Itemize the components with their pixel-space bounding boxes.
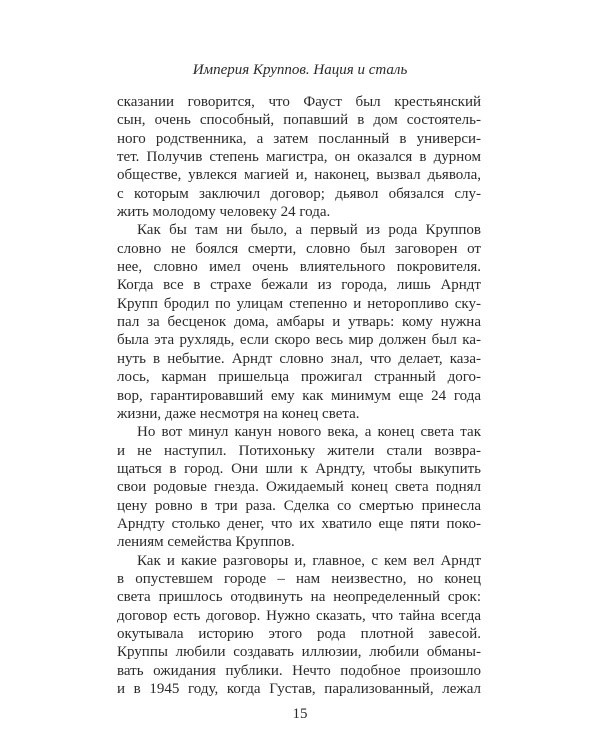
running-header: Империя Круппов. Нация и сталь: [192, 62, 408, 78]
text-line: света пришлось отодвинуть на неопределенный срок:: [117, 589, 481, 606]
text-line: с которым заключил договор; дьявол обязался слу-: [117, 185, 481, 202]
text-line: вать ожидания публики. Нечто подобное произошло: [117, 662, 481, 679]
text-line: лось, карман пришельца прожигал странный дого-: [117, 369, 481, 386]
page-number: 15: [292, 706, 308, 722]
text-line: тет. Получив степень магистра, он оказался в дурном: [117, 149, 481, 166]
text-line: и в 1945 году, когда Густав, парализованный, лежал: [117, 681, 481, 697]
text-line: сказании говорится, что Фауст был крестьянский: [117, 94, 481, 110]
text-line: Крупп бродил по улицам степенно и неторопливо ску-: [117, 295, 481, 312]
text-line: сын, очень способный, попавший в дом состоятель-: [117, 112, 481, 129]
text-line: свои родовые гнезда. Ожидаемый конец света поднял: [117, 479, 481, 496]
text-line: нее, словно имел очень влиятельного покровителя.: [117, 259, 481, 276]
paragraph: [117, 423, 481, 551]
text-line: Арндту столько денег, что их хватило еще пяти поко-: [117, 515, 481, 532]
text-line: цену ровно в три раза. Сделка со смертью принесла: [117, 497, 481, 514]
text-line: была эта рухлядь, если скоро весь мир должен был ка-: [117, 332, 481, 349]
text-line: окутывала историю этого рода плотной завесой.: [117, 625, 481, 642]
text-line: Когда все в страхе бежали из города, лишь Арндт: [117, 277, 481, 294]
text-line: щаться в город. Они шли к Арндту, чтобы выкупить: [117, 460, 481, 477]
text-line: Но вот минул канун нового века, а конец света так: [137, 424, 481, 441]
text-line: и не наступил. Потихоньку жители стали возвра-: [117, 442, 481, 459]
text-line: словно не боялся смерти, словно был заговорен от: [117, 240, 481, 257]
body-text: [117, 93, 481, 698]
text-line: Как и какие разговоры и, главное, с кем вел Арндт: [137, 552, 481, 569]
text-line: лениям семейства Круппов.: [117, 534, 295, 551]
text-line: нуть в небытие. Арндт словно знал, что делает, каза-: [117, 350, 481, 367]
text-line: ного родственника, а затем посланный в универси-: [117, 130, 481, 147]
text-line: жизни, даже несмотря на конец света.: [117, 405, 360, 422]
paragraph: [117, 221, 481, 423]
paragraph: [117, 93, 481, 221]
text-line: договор есть договор. Нужно сказать, что тайна всегда: [117, 607, 481, 624]
text-line: жить молодому человеку 24 года.: [117, 204, 331, 221]
text-line: обществе, увлекся магией и, наконец, вызвал дьявола,: [117, 167, 481, 184]
text-line: Как бы там ни было, а первый из рода Круппов: [137, 222, 481, 239]
text-line: в опустевшем городе – нам неизвестно, но конец: [117, 570, 481, 587]
text-line: пал за бесценок дома, амбары и утварь: кому нужна: [117, 314, 481, 331]
paragraph: [117, 552, 481, 699]
text-line: Круппы любили создавать иллюзии, любили обманы-: [117, 644, 481, 661]
text-line: вор, гарантировавший ему как минимум еще 24 года: [117, 387, 481, 404]
